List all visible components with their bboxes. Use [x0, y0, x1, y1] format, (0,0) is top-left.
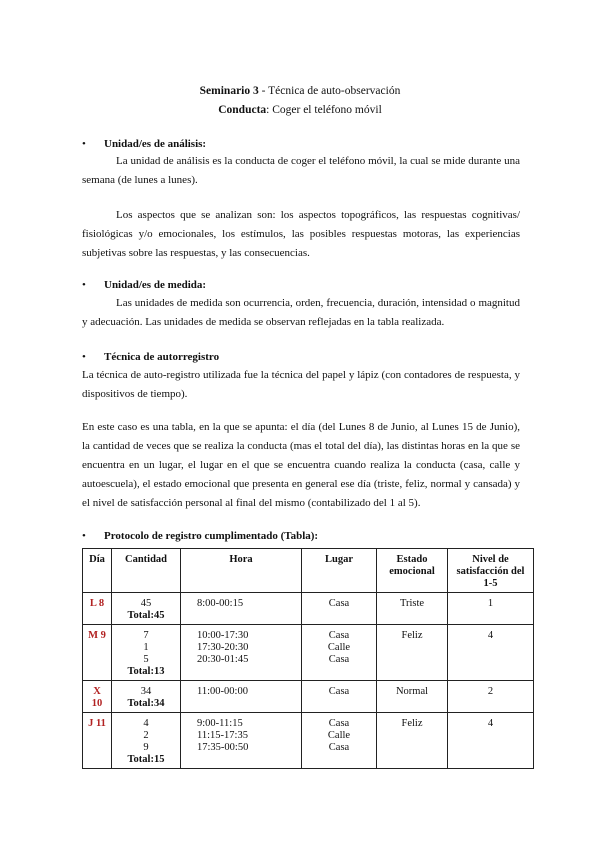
- cell-count: 4 2 9 Total:15: [112, 713, 181, 769]
- cell-day: J 11: [83, 713, 112, 769]
- cell-place: Casa: [302, 681, 377, 713]
- day-total: Total:45: [127, 610, 165, 621]
- header-lugar: Lugar: [302, 549, 377, 593]
- title-bold: Seminario 3: [199, 85, 259, 97]
- bullet-icon: •: [82, 351, 86, 363]
- cell-day: X 10: [83, 681, 112, 713]
- cell-state: Feliz: [377, 713, 448, 769]
- table-row: [83, 681, 534, 713]
- day-total: Total:13: [127, 666, 165, 677]
- cell-level: 2: [448, 681, 534, 713]
- cell-day: M 9: [83, 625, 112, 681]
- header-nivel: Nivel de satisfacción del 1-5: [448, 549, 534, 593]
- cell-count: 7 1 5 Total:13: [112, 625, 181, 681]
- bullet-icon: •: [82, 530, 86, 542]
- measure-paragraph: Las unidades de medida son ocurrencia, orden, frecuencia, duración, intensidad o magnitud y adecuación. Las unidades de medida se observan reflejadas en la tabla realizada.: [82, 297, 520, 328]
- table-header-row: [83, 549, 534, 593]
- header-cantidad: Cantidad: [112, 549, 181, 593]
- header-estado: Estado emocional: [377, 549, 448, 593]
- cell-day: L 8: [83, 593, 112, 625]
- bullet-icon: •: [82, 138, 86, 150]
- cell-state: Feliz: [377, 625, 448, 681]
- protocol-heading: • Protocolo de registro cumplimentado (Tabla):: [104, 527, 318, 546]
- table-row: [83, 593, 534, 625]
- analysis-paragraph-1: La unidad de análisis es la conducta de coger el teléfono móvil, la cual se mide durante una semana (de lunes a lunes).: [82, 155, 520, 186]
- cell-state: Normal: [377, 681, 448, 713]
- cell-hours: 8:00-00:15: [181, 593, 302, 625]
- title-rest: - Técnica de auto-observación: [258, 85, 401, 97]
- bullet-icon: •: [82, 279, 86, 291]
- header-hora: Hora: [181, 549, 302, 593]
- day-total: Total:15: [127, 754, 165, 765]
- cell-hours: 11:00-00:00: [181, 681, 302, 713]
- cell-hours: 9:00-11:15 11:15-17:35 17:35-00:50: [181, 713, 302, 769]
- header-dia: Día: [83, 549, 112, 593]
- cell-place: Casa Calle Casa: [302, 713, 377, 769]
- table-row: [83, 713, 534, 769]
- record-table: [82, 548, 534, 769]
- cell-hours: 10:00-17:30 17:30-20:30 20:30-01:45: [181, 625, 302, 681]
- cell-level: 4: [448, 713, 534, 769]
- day-total: Total:34: [127, 698, 165, 709]
- cell-state: Triste: [377, 593, 448, 625]
- document-title: [0, 82, 600, 120]
- measure-heading: • Unidad/es de medida:: [104, 276, 206, 295]
- cell-level: 1: [448, 593, 534, 625]
- subtitle-bold: Conducta: [218, 104, 267, 116]
- technique-paragraph-2: En este caso es una tabla, en la que se apunta: el día (del Lunes 8 de Junio, al Lunes 15 de Junio), la cantidad de veces que se realiza la conducta (mas el total del día), las distintas horas en la que se encuentra en un lugar, el lugar en el que se encuentra cuando realiza la conducta (casa, calle y autoescuela), el estado emocional que presenta en general ese día (triste, feliz, normal y cansada) y el nivel de satisfacción personal al final del mismo (contabilizado del 1 al 5).: [82, 421, 520, 509]
- analysis-paragraph-2: Los aspectos que se analizan son: los aspectos topográficos, las respuestas cognitivas/ fisiológicas y/o emocionales, los estímulos, las posibles respuestas motoras, las experiencias subjetivas sobre las respuestas, y las consecuencias.: [82, 209, 520, 259]
- cell-place: Casa: [302, 593, 377, 625]
- table-row: [83, 625, 534, 681]
- analysis-heading: • Unidad/es de análisis:: [104, 135, 206, 154]
- technique-paragraph-1: La técnica de auto-registro utilizada fue la técnica del papel y lápiz (con contadores de respuesta, y dispositivos de tiempo).: [82, 369, 520, 400]
- technique-heading: • Técnica de autorregistro: [104, 348, 219, 367]
- cell-level: 4: [448, 625, 534, 681]
- subtitle-rest: : Coger el teléfono móvil: [266, 104, 382, 116]
- cell-count: 34 Total:34: [112, 681, 181, 713]
- cell-place: Casa Calle Casa: [302, 625, 377, 681]
- cell-count: 45 Total:45: [112, 593, 181, 625]
